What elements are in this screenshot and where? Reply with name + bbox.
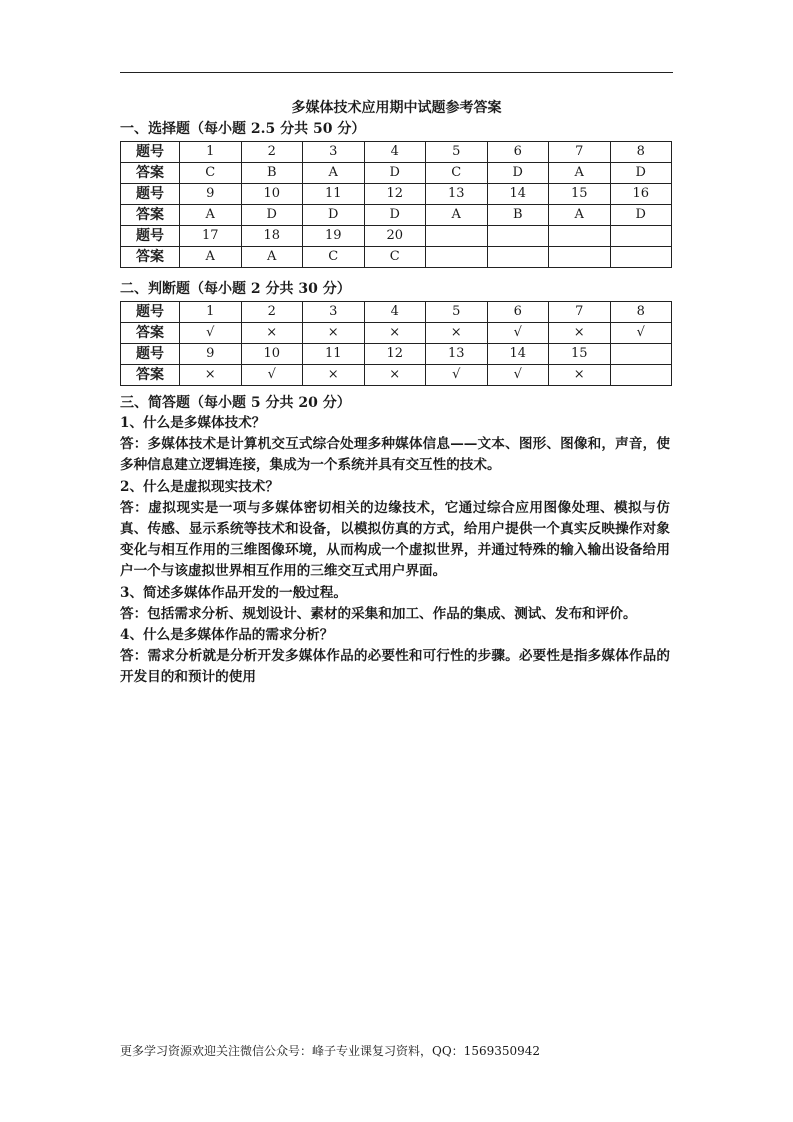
table-cell: 5: [426, 142, 488, 163]
table-cell: 13: [426, 344, 488, 365]
table-cell: A: [549, 163, 611, 184]
table-cell: C: [180, 163, 242, 184]
table-cell: [426, 226, 488, 247]
table-cell: 17: [180, 226, 242, 247]
table-cell: [426, 247, 488, 268]
row-label: 题号: [121, 184, 180, 205]
table-cell: D: [364, 205, 426, 226]
table-cell: 2: [241, 142, 303, 163]
table-cell: [610, 365, 672, 386]
table-cell: A: [303, 163, 365, 184]
table-cell: [487, 226, 549, 247]
table-cell: 11: [303, 344, 365, 365]
table-cell: ×: [303, 323, 365, 344]
table-cell: A: [180, 247, 242, 268]
table-cell: 12: [364, 184, 426, 205]
row-label: 答案: [121, 247, 180, 268]
table-row: [121, 247, 672, 268]
choice-answer-table: [120, 141, 672, 268]
answer: 答：虚拟现实是一项与多媒体密切相关的边缘技术，它通过综合应用图像处理、模拟与仿真、传感、显示系统等技术和设备，以模拟仿真的方式，给用户提供一个真实反映操作对象变化与相互作用的三维图像环境，从而构成一个虚拟世界，并通过特殊的输入输出设备给用户一个与该虚拟世界相互作用的三维交互式用户界面。: [120, 499, 670, 580]
table-cell: 19: [303, 226, 365, 247]
table-row: [121, 302, 672, 323]
table-cell: 18: [241, 226, 303, 247]
table-cell: 15: [549, 184, 611, 205]
table-cell: ×: [180, 365, 242, 386]
table-cell: 9: [180, 184, 242, 205]
row-label: 答案: [121, 163, 180, 184]
table-cell: ×: [303, 365, 365, 386]
table-cell: ×: [364, 365, 426, 386]
answer: 答：多媒体技术是计算机交互式综合处理多种媒体信息——文本、图形、图像和，声音，使多种信息建立逻辑连接，集成为一个系统并具有交互性的技术。: [120, 436, 670, 474]
table-cell: A: [549, 205, 611, 226]
table-cell: ×: [549, 323, 611, 344]
table-cell: 15: [549, 344, 611, 365]
table-row: [121, 163, 672, 184]
row-label: 答案: [121, 365, 180, 386]
table-cell: √: [180, 323, 242, 344]
table-cell: C: [364, 247, 426, 268]
table-cell: 5: [426, 302, 488, 323]
table-cell: √: [241, 365, 303, 386]
row-label: 题号: [121, 142, 180, 163]
table-cell: 8: [610, 142, 672, 163]
table-cell: A: [180, 205, 242, 226]
answer: 答：包括需求分析、规划设计、素材的采集和加工、作品的集成、测试、发布和评价。: [120, 605, 637, 622]
table-cell: ×: [549, 365, 611, 386]
footer-note: 更多学习资源欢迎关注微信公众号：峰子专业课复习资料，QQ：1569350942: [120, 1044, 541, 1058]
table-cell: 6: [487, 142, 549, 163]
table-row: [121, 142, 672, 163]
table-cell: D: [303, 205, 365, 226]
table-cell: 7: [549, 302, 611, 323]
table-cell: 3: [303, 142, 365, 163]
table-cell: [610, 226, 672, 247]
table-cell: D: [610, 205, 672, 226]
question: 1、什么是多媒体技术？: [120, 415, 266, 431]
table-cell: 14: [487, 184, 549, 205]
table-cell: 1: [180, 302, 242, 323]
table-cell: [487, 247, 549, 268]
table-cell: 14: [487, 344, 549, 365]
short-answer-list: [120, 413, 670, 689]
row-label: 题号: [121, 302, 180, 323]
table-cell: ×: [241, 323, 303, 344]
question: 2、什么是虚拟现实技术？: [120, 478, 279, 495]
table-cell: [610, 247, 672, 268]
document-title: 多媒体技术应用期中试题参考答案: [291, 100, 502, 116]
table-cell: [549, 226, 611, 247]
table-cell: D: [487, 163, 549, 184]
header-rule: [120, 72, 673, 73]
table-cell: D: [241, 205, 303, 226]
question: 4、什么是多媒体作品的需求分析？: [120, 627, 334, 644]
table-cell: B: [487, 205, 549, 226]
section1-heading: 一、选择题（每小题 2.5 分共 50 分）: [120, 121, 366, 137]
table-cell: 3: [303, 302, 365, 323]
table-row: [121, 226, 672, 247]
table-cell: 1: [180, 142, 242, 163]
table-cell: ×: [364, 323, 426, 344]
table-cell: 6: [487, 302, 549, 323]
section3-heading: 三、简答题（每小题 5 分共 20 分）: [120, 395, 351, 411]
table-cell: C: [303, 247, 365, 268]
table-row: [121, 344, 672, 365]
table-cell: 13: [426, 184, 488, 205]
table-cell: D: [364, 163, 426, 184]
table-cell: 4: [364, 142, 426, 163]
table-row: [121, 365, 672, 386]
table-cell: 2: [241, 302, 303, 323]
table-cell: 10: [241, 344, 303, 365]
truefalse-answer-table: [120, 301, 672, 386]
table-cell: 16: [610, 184, 672, 205]
table-cell: C: [426, 163, 488, 184]
table-cell: ×: [426, 323, 488, 344]
table-cell: 4: [364, 302, 426, 323]
table-cell: 11: [303, 184, 365, 205]
table-cell: √: [487, 323, 549, 344]
table-cell: 8: [610, 302, 672, 323]
table-cell: √: [426, 365, 488, 386]
section2-heading: 二、判断题（每小题 2 分共 30 分）: [120, 281, 351, 297]
table-cell: [610, 344, 672, 365]
table-cell: [549, 247, 611, 268]
table-cell: 10: [241, 184, 303, 205]
row-label: 题号: [121, 344, 180, 365]
table-cell: 7: [549, 142, 611, 163]
table-cell: B: [241, 163, 303, 184]
row-label: 答案: [121, 323, 180, 344]
table-cell: √: [487, 365, 549, 386]
table-cell: A: [426, 205, 488, 226]
row-label: 题号: [121, 226, 180, 247]
answer: 答：需求分析就是分析开发多媒体作品的必要性和可行性的步骤。必要性是指多媒体作品的开发目的和预计的使用: [120, 648, 670, 686]
table-cell: A: [241, 247, 303, 268]
table-cell: 20: [364, 226, 426, 247]
table-row: [121, 184, 672, 205]
table-cell: D: [610, 163, 672, 184]
question: 3、简述多媒体作品开发的一般过程。: [120, 584, 347, 601]
table-cell: √: [610, 323, 672, 344]
row-label: 答案: [121, 205, 180, 226]
table-row: [121, 205, 672, 226]
table-cell: 9: [180, 344, 242, 365]
table-cell: 12: [364, 344, 426, 365]
table-row: [121, 323, 672, 344]
